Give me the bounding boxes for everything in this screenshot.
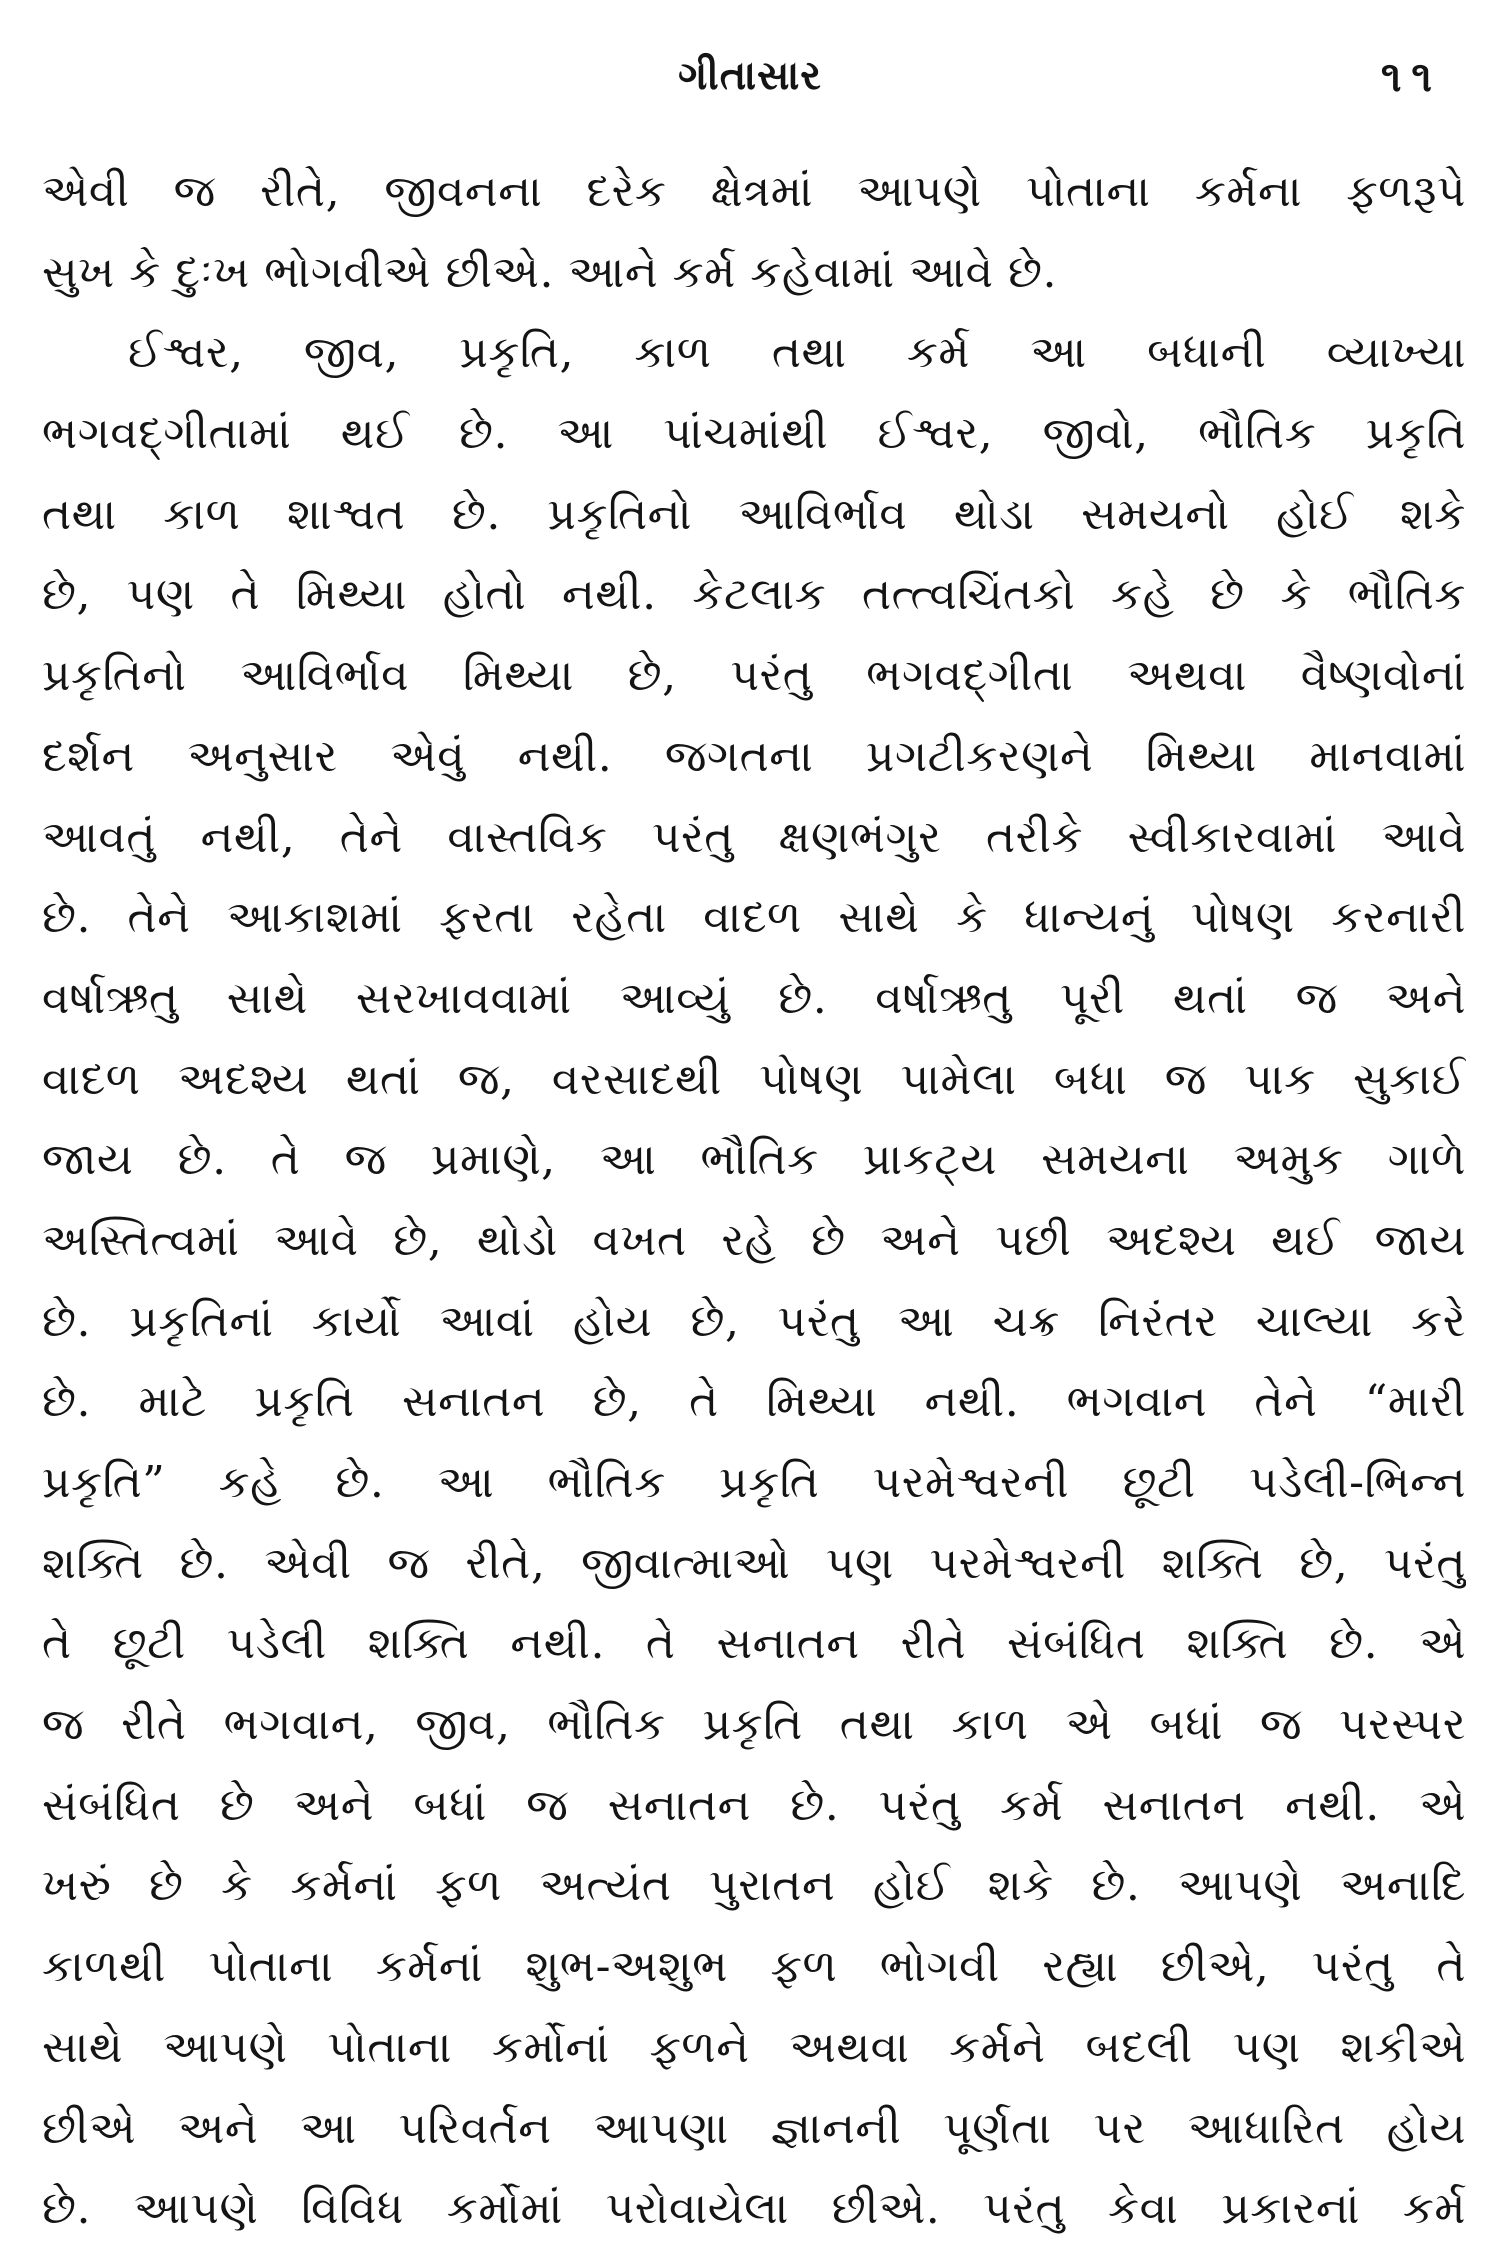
text-line: વાદળ અદશ્ય થતાં જ, વરસાદથી પોષણ પામેલા બધા જ પાક સુકાઈ — [42, 1053, 1466, 1105]
text-line: છે. માટે પ્રકૃતિ સનાતન છે, તે મિથ્યા નથી. ભગવાન તેને “મારી — [42, 1376, 1466, 1428]
text-line: આવતું નથી, તેને વાસ્તવિક પરંતુ ક્ષણભંગુર તરીકે સ્વીકારવામાં આવે — [42, 811, 1466, 863]
text-line: સંબંધિત છે અને બધાં જ સનાતન છે. પરંતુ કર્મ સનાતન નથી. એ — [42, 1779, 1466, 1831]
running-head — [0, 52, 1500, 112]
text-line: તે છૂટી પડેલી શક્તિ નથી. તે સનાતન રીતે સંબંધિત શક્તિ છે. એ — [42, 1618, 1466, 1670]
text-line: જ રીતે ભગવાન, જીવ, ભૌતિક પ્રકૃતિ તથા કાળ એ બધાં જ પરસ્પર — [42, 1699, 1466, 1751]
text-line: પ્રકૃતિનો આવિર્ભાવ મિથ્યા છે, પરંતુ ભગવદ્ગીતા અથવા વૈષ્ણવોનાં — [42, 650, 1466, 702]
paragraph-first-line: ઈશ્વર, જીવ, પ્રકૃતિ, કાળ તથા કર્મ આ બધાની વ્યાખ્યા — [128, 327, 1466, 379]
text-line: છીએ અને આ પરિવર્તન આપણા જ્ઞાનની પૂર્ણતા પર આધારિત હોય — [42, 2102, 1466, 2154]
text-line: કાળથી પોતાના કર્મનાં શુભ-અશુભ ફળ ભોગવી રહ્યા છીએ, પરંતુ તે — [42, 1941, 1466, 1993]
text-line: જાય છે. તે જ પ્રમાણે, આ ભૌતિક પ્રાકટ્ય સમયના અમુક ગાળે — [42, 1134, 1466, 1186]
text-line: છે. તેને આકાશમાં ફરતા રહેતા વાદળ સાથે કે ધાન્યનું પોષણ કરનારી — [42, 892, 1466, 944]
text-line: ખરું છે કે કર્મનાં ફળ અત્યંત પુરાતન હોઈ શકે છે. આપણે અનાદિ — [42, 1860, 1466, 1912]
body-text — [42, 152, 1466, 2250]
text-line: પ્રકૃતિ” કહે છે. આ ભૌતિક પ્રકૃતિ પરમેશ્વરની છૂટી પડેલી-ભિન્ન — [42, 1457, 1466, 1508]
text-line: સુખ કે દુઃખ ભોગવીએ છીએ. આને કર્મ કહેવામાં આવે છે. — [42, 246, 1058, 298]
text-line: સાથે આપણે પોતાના કર્મોનાં ફળને અથવા કર્મને બદલી પણ શકીએ — [42, 2021, 1466, 2073]
text-line: શક્તિ છે. એવી જ રીતે, જીવાત્માઓ પણ પરમેશ્વરની શક્તિ છે, પરંતુ — [42, 1537, 1466, 1589]
page-number: ૧૧ — [1380, 52, 1442, 101]
page-title: ગીતાસાર — [678, 52, 822, 99]
text-line: વર્ષાઋતુ સાથે સરખાવવામાં આવ્યું છે. વર્ષાઋતુ પૂરી થતાં જ અને — [42, 972, 1466, 1024]
text-line: છે. આપણે વિવિધ કર્મોમાં પરોવાયેલા છીએ. પરંતુ કેવા પ્રકારનાં કર્મ — [42, 2183, 1466, 2235]
text-line: અસ્તિત્વમાં આવે છે, થોડો વખત રહે છે અને પછી અદશ્ય થઈ જાય — [42, 1214, 1466, 1266]
text-line: છે, પણ તે મિથ્યા હોતો નથી. કેટલાક તત્ત્વચિંતકો કહે છે કે ભૌતિક — [42, 569, 1466, 621]
text-line: એવી જ રીતે, જીવનના દરેક ક્ષેત્રમાં આપણે પોતાના કર્મના ફળરૂપે — [42, 166, 1466, 217]
text-line: તથા કાળ શાશ્વત છે. પ્રકૃતિનો આવિર્ભાવ થોડા સમયનો હોઈ શકે — [42, 488, 1466, 540]
text-line: ભગવદ્ગીતામાં થઈ છે. આ પાંચમાંથી ઈશ્વર, જીવો, ભૌતિક પ્રકૃતિ — [42, 408, 1466, 460]
text-line: દર્શન અનુસાર એવું નથી. જગતના પ્રગટીકરણને મિથ્યા માનવામાં — [42, 730, 1466, 782]
text-line: છે. પ્રકૃતિનાં કાર્યો આવાં હોય છે, પરંતુ આ ચક્ર નિરંતર ચાલ્યા કરે — [42, 1295, 1466, 1347]
